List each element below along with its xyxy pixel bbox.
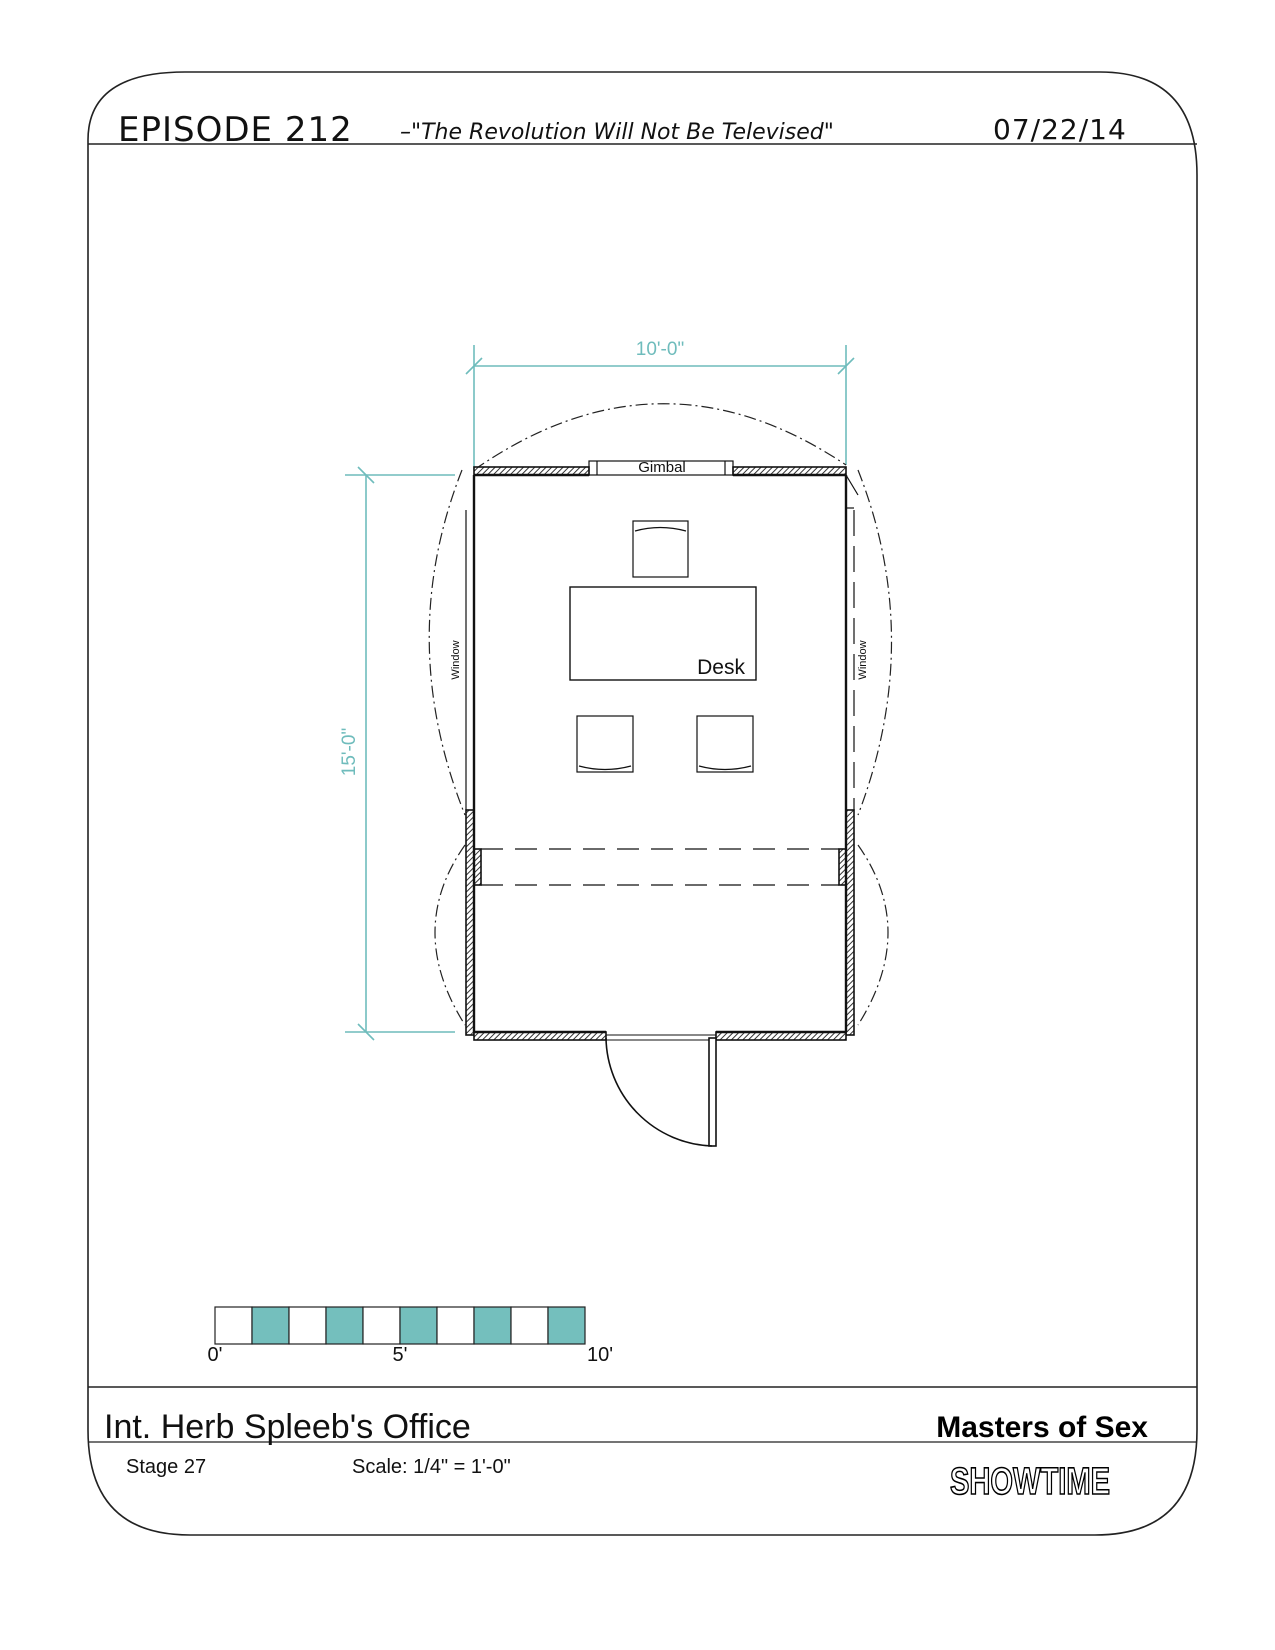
scale-bar-segment (511, 1307, 548, 1344)
window-right-frame (846, 475, 858, 508)
overhead-beam (481, 849, 839, 885)
episode-title: –"The Revolution Will Not Be Televised" (400, 120, 834, 145)
chair-guest-right (697, 716, 753, 772)
scale-bar-segment (215, 1307, 252, 1344)
episode-number: EPISODE 212 (118, 110, 353, 150)
scale-bar-segment (326, 1307, 363, 1344)
length-dimension-label: 15'-0" (339, 727, 360, 777)
scale-bar-segment (400, 1307, 437, 1344)
show-title: Masters of Sex (936, 1411, 1148, 1444)
stage-number: Stage 27 (126, 1456, 207, 1478)
scale-bar-segment (252, 1307, 289, 1344)
window-right-label: Window (857, 640, 869, 680)
showtime-logo: SHOWTIME (950, 1461, 1110, 1503)
revision-date: 07/22/14 (993, 113, 1127, 146)
drawing-scale: Scale: 1/4" = 1'-0" (352, 1456, 511, 1478)
window-left-label: Window (450, 640, 462, 680)
desk-label: Desk (697, 656, 745, 679)
width-dimension (466, 345, 854, 470)
scale-bar-segment (437, 1307, 474, 1344)
scale-bar-segment (363, 1307, 400, 1344)
scale-tick-5: 5' (392, 1344, 408, 1366)
door (606, 1035, 716, 1146)
swing-arcs (429, 404, 891, 1025)
gimbal-label: Gimbal (638, 459, 686, 476)
set-name: Int. Herb Spleeb's Office (104, 1408, 471, 1446)
scale-bar-segment (289, 1307, 326, 1344)
length-dimension (345, 467, 455, 1040)
width-dimension-label: 10'-0" (635, 339, 685, 360)
scale-tick-0: 0' (207, 1344, 223, 1366)
chair-guest-left (577, 716, 633, 772)
chair-behind-desk (633, 521, 688, 577)
scale-bar-segment (474, 1307, 511, 1344)
scale-bar (215, 1307, 585, 1344)
scale-bar-segment (548, 1307, 585, 1344)
scale-tick-10: 10' (586, 1344, 614, 1366)
